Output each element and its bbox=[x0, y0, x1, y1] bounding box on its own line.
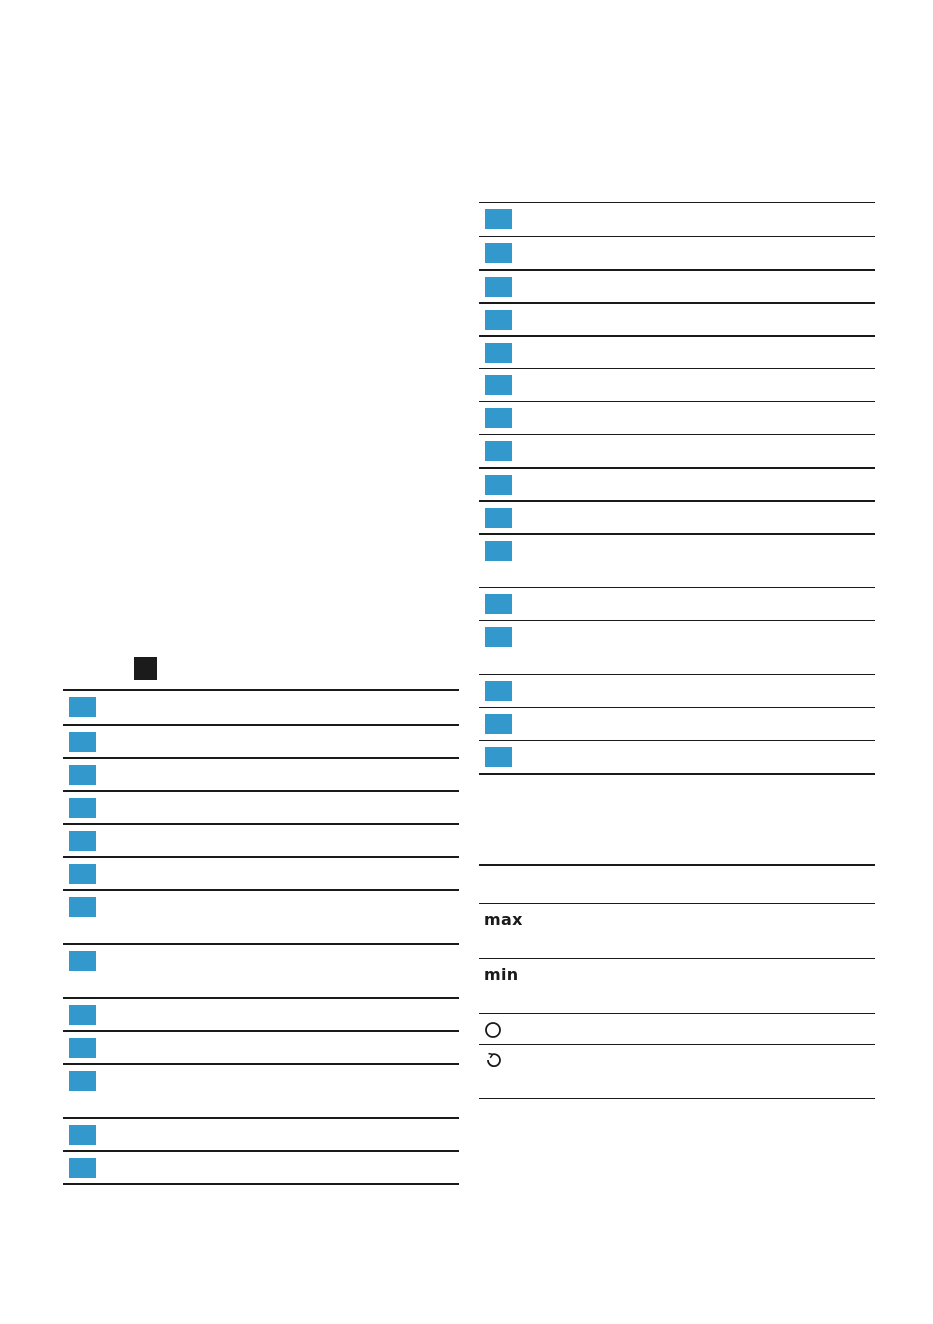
blue-label-box bbox=[69, 951, 96, 971]
table-row bbox=[63, 1030, 459, 1063]
blue-label-box bbox=[69, 831, 96, 851]
blue-label-box bbox=[69, 1038, 96, 1058]
symbol-row-max bbox=[479, 903, 875, 958]
symbol-row-min bbox=[479, 958, 875, 1013]
table-row bbox=[63, 943, 459, 997]
table-row bbox=[479, 707, 875, 740]
table-row bbox=[63, 790, 459, 823]
blue-label-box bbox=[485, 508, 512, 528]
table-row bbox=[479, 236, 875, 269]
table-row bbox=[479, 302, 875, 335]
symbol-row-rotate bbox=[479, 1044, 875, 1098]
blue-label-box bbox=[69, 1125, 96, 1145]
table-row bbox=[479, 368, 875, 401]
table-row bbox=[479, 500, 875, 533]
table-row bbox=[63, 1063, 459, 1117]
table-row bbox=[479, 674, 875, 707]
blue-label-box bbox=[485, 541, 512, 561]
blue-label-box bbox=[485, 408, 512, 428]
table-row bbox=[479, 620, 875, 674]
max-label: max bbox=[484, 910, 523, 929]
blue-label-box bbox=[69, 697, 96, 717]
blue-label-box bbox=[69, 864, 96, 884]
table-row bbox=[479, 203, 875, 236]
min-label: min bbox=[484, 965, 519, 984]
blue-label-box bbox=[69, 1071, 96, 1091]
blue-label-box bbox=[485, 441, 512, 461]
table-row bbox=[63, 1150, 459, 1183]
blue-label-box bbox=[69, 1158, 96, 1178]
blue-label-box bbox=[485, 243, 512, 263]
table-row bbox=[63, 856, 459, 889]
blue-label-box bbox=[69, 765, 96, 785]
blue-label-box bbox=[69, 1005, 96, 1025]
circle-icon bbox=[484, 1020, 504, 1040]
table-row bbox=[479, 533, 875, 587]
table-row bbox=[63, 724, 459, 757]
blue-label-box bbox=[485, 475, 512, 495]
rotate-arrow-icon bbox=[484, 1051, 504, 1071]
blue-label-box bbox=[485, 681, 512, 701]
table-row bbox=[479, 401, 875, 434]
blue-label-box bbox=[485, 277, 512, 297]
blue-label-box bbox=[485, 627, 512, 647]
table-row bbox=[63, 1117, 459, 1150]
blue-label-box bbox=[69, 897, 96, 917]
table-row bbox=[479, 335, 875, 368]
table-row bbox=[479, 269, 875, 302]
black-square-marker bbox=[134, 657, 157, 680]
table-row bbox=[479, 467, 875, 500]
table-row bbox=[63, 823, 459, 856]
symbol-table-header bbox=[479, 866, 875, 903]
left-item-table bbox=[63, 689, 459, 1185]
table-row bbox=[63, 757, 459, 790]
blue-label-box bbox=[485, 343, 512, 363]
table-row bbox=[479, 434, 875, 467]
symbol-row-circle bbox=[479, 1013, 875, 1044]
table-row bbox=[479, 587, 875, 620]
table-row bbox=[479, 740, 875, 773]
symbol-table bbox=[479, 864, 875, 1099]
blue-label-box bbox=[485, 310, 512, 330]
blue-label-box bbox=[485, 747, 512, 767]
blue-label-box bbox=[485, 714, 512, 734]
blue-label-box bbox=[69, 732, 96, 752]
table-row bbox=[63, 997, 459, 1030]
right-item-table bbox=[479, 202, 875, 775]
blue-label-box bbox=[485, 594, 512, 614]
table-row bbox=[63, 889, 459, 943]
table-row bbox=[63, 691, 459, 724]
blue-label-box bbox=[69, 798, 96, 818]
blue-label-box bbox=[485, 375, 512, 395]
blue-label-box bbox=[485, 209, 512, 229]
